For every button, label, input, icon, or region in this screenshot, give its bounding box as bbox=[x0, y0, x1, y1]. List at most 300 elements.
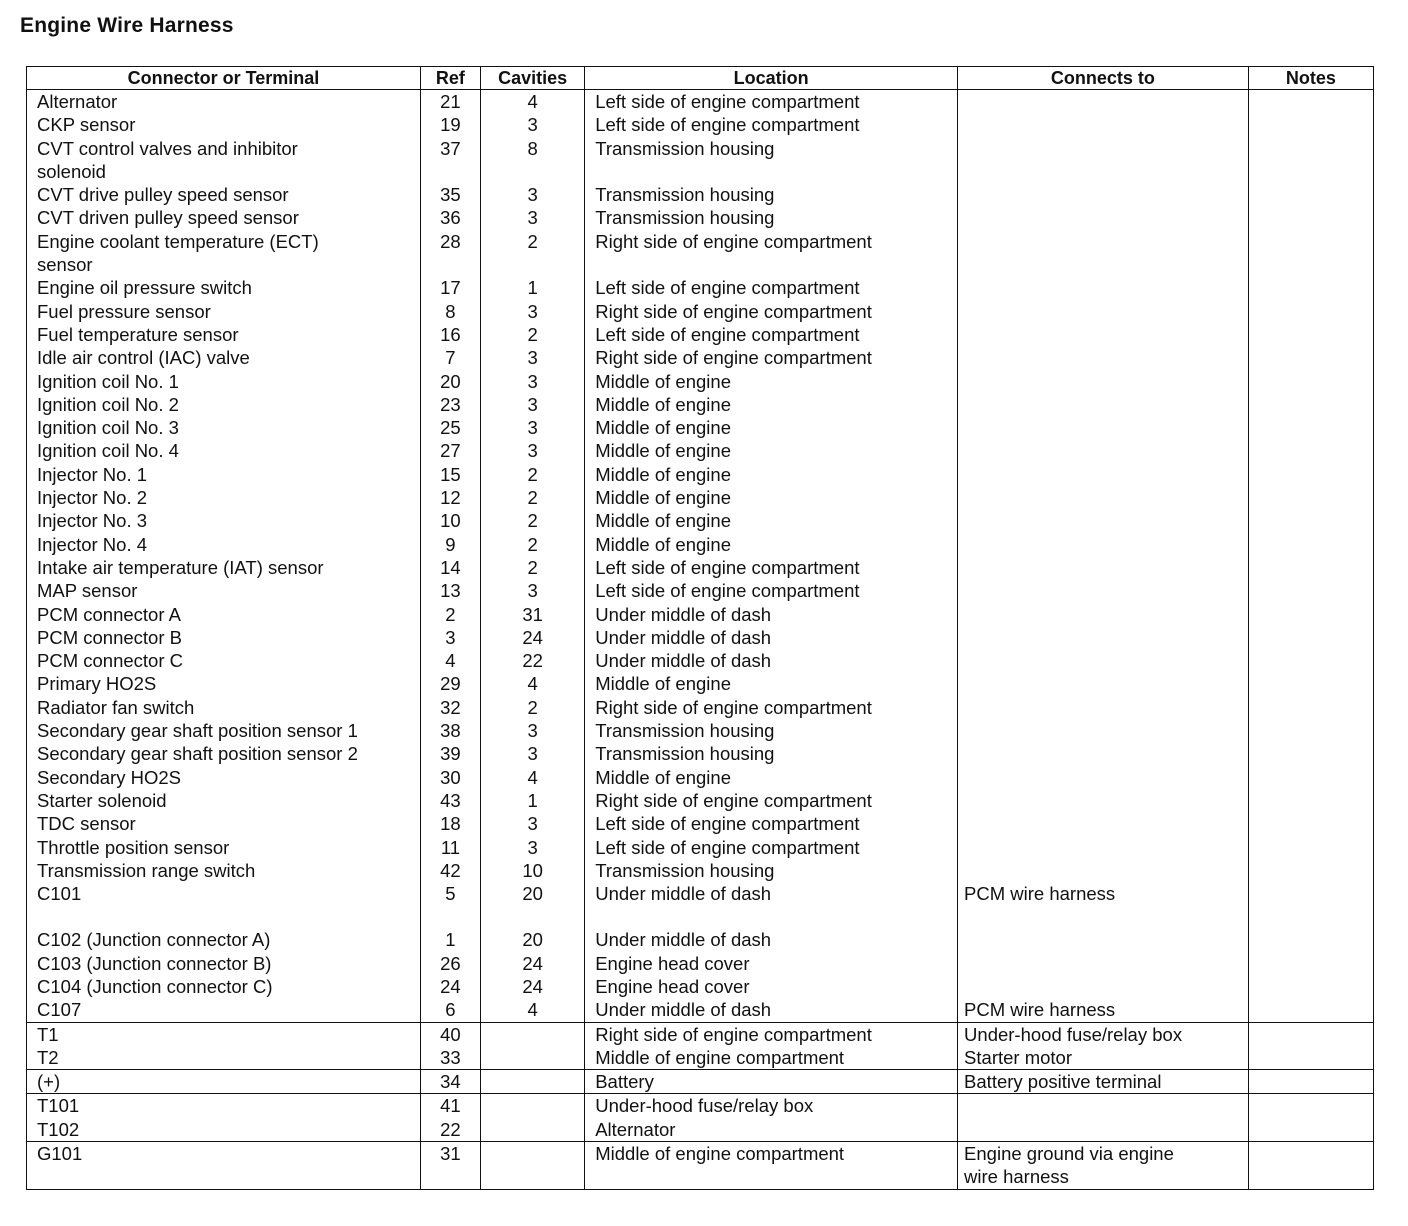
terminal-row bbox=[27, 1046, 1374, 1070]
cavities-cell: 3 bbox=[481, 346, 585, 369]
connects-to-cell: Engine ground via engine wire harness bbox=[958, 1142, 1249, 1190]
cavities-cell: 2 bbox=[481, 533, 585, 556]
ref-cell: 42 bbox=[420, 859, 480, 882]
connector-cell: Ignition coil No. 2 bbox=[27, 393, 421, 416]
table-row bbox=[27, 579, 1374, 602]
table-row bbox=[27, 742, 1374, 765]
ref-cell: 12 bbox=[420, 486, 480, 509]
table-row bbox=[27, 137, 1374, 184]
connects-to-cell: Starter motor bbox=[958, 1046, 1249, 1070]
table-row bbox=[27, 276, 1374, 299]
notes-cell bbox=[1248, 672, 1373, 695]
connector-cell: Injector No. 2 bbox=[27, 486, 421, 509]
table-row bbox=[27, 463, 1374, 486]
location-cell: Middle of engine compartment bbox=[585, 1142, 958, 1190]
connects-to-cell: PCM wire harness bbox=[958, 882, 1249, 905]
cavities-cell: 3 bbox=[481, 300, 585, 323]
location-cell: Left side of engine compartment bbox=[585, 812, 958, 835]
cavities-cell: 3 bbox=[481, 836, 585, 859]
connects-to-cell bbox=[958, 509, 1249, 532]
ref-cell: 32 bbox=[420, 696, 480, 719]
cavities-cell: 3 bbox=[481, 719, 585, 742]
location-cell: Engine head cover bbox=[585, 975, 958, 998]
connects-to-cell bbox=[958, 533, 1249, 556]
cavities-cell bbox=[481, 905, 585, 928]
table-row bbox=[27, 882, 1374, 905]
connects-to-cell bbox=[958, 439, 1249, 462]
terminal-row bbox=[27, 1094, 1374, 1118]
location-cell: Under middle of dash bbox=[585, 603, 958, 626]
ref-cell: 16 bbox=[420, 323, 480, 346]
cavities-cell: 2 bbox=[481, 486, 585, 509]
connects-to-cell bbox=[958, 370, 1249, 393]
cavities-cell: 2 bbox=[481, 230, 585, 277]
ref-cell: 31 bbox=[420, 1142, 480, 1190]
cavities-cell: 2 bbox=[481, 556, 585, 579]
location-cell: Middle of engine bbox=[585, 439, 958, 462]
connects-to-cell bbox=[958, 928, 1249, 951]
ref-cell: 24 bbox=[420, 975, 480, 998]
notes-cell bbox=[1248, 1070, 1373, 1094]
notes-cell bbox=[1248, 952, 1373, 975]
notes-cell bbox=[1248, 533, 1373, 556]
location-cell: Right side of engine compartment bbox=[585, 300, 958, 323]
connects-to-cell bbox=[958, 719, 1249, 742]
notes-cell bbox=[1248, 579, 1373, 602]
location-cell: Middle of engine bbox=[585, 463, 958, 486]
cavities-cell: 2 bbox=[481, 463, 585, 486]
connector-cell: C102 (Junction connector A) bbox=[27, 928, 421, 951]
cavities-cell: 24 bbox=[481, 626, 585, 649]
ref-cell: 1 bbox=[420, 928, 480, 951]
connects-to-cell bbox=[958, 556, 1249, 579]
location-cell: Under middle of dash bbox=[585, 998, 958, 1022]
notes-cell bbox=[1248, 276, 1373, 299]
connector-cell: CKP sensor bbox=[27, 113, 421, 136]
cavities-cell: 2 bbox=[481, 323, 585, 346]
cavities-cell: 3 bbox=[481, 416, 585, 439]
location-cell: Engine head cover bbox=[585, 952, 958, 975]
connects-to-cell bbox=[958, 183, 1249, 206]
location-cell: Right side of engine compartment bbox=[585, 696, 958, 719]
connector-cell: PCM connector C bbox=[27, 649, 421, 672]
connects-to-cell bbox=[958, 672, 1249, 695]
table-row bbox=[27, 230, 1374, 277]
connects-to-cell bbox=[958, 812, 1249, 835]
connector-cell: T1 bbox=[27, 1022, 421, 1046]
notes-cell bbox=[1248, 812, 1373, 835]
column-header-location: Location bbox=[585, 67, 958, 90]
cavities-cell bbox=[481, 1118, 585, 1142]
connector-cell: Secondary gear shaft position sensor 1 bbox=[27, 719, 421, 742]
connector-cell: Starter solenoid bbox=[27, 789, 421, 812]
notes-cell bbox=[1248, 975, 1373, 998]
connector-cell: Radiator fan switch bbox=[27, 696, 421, 719]
location-cell: Left side of engine compartment bbox=[585, 90, 958, 114]
connector-cell: MAP sensor bbox=[27, 579, 421, 602]
cavities-cell bbox=[481, 1046, 585, 1070]
connector-cell: Secondary gear shaft position sensor 2 bbox=[27, 742, 421, 765]
location-cell: Under middle of dash bbox=[585, 649, 958, 672]
notes-cell bbox=[1248, 836, 1373, 859]
location-cell: Right side of engine compartment bbox=[585, 230, 958, 277]
connector-cell: PCM connector A bbox=[27, 603, 421, 626]
connector-cell: Fuel pressure sensor bbox=[27, 300, 421, 323]
notes-cell bbox=[1248, 183, 1373, 206]
cavities-cell: 3 bbox=[481, 370, 585, 393]
ref-cell: 37 bbox=[420, 137, 480, 184]
cavities-cell bbox=[481, 1022, 585, 1046]
notes-cell bbox=[1248, 882, 1373, 905]
notes-cell bbox=[1248, 113, 1373, 136]
ref-cell: 8 bbox=[420, 300, 480, 323]
cavities-cell: 2 bbox=[481, 696, 585, 719]
ref-cell: 23 bbox=[420, 393, 480, 416]
location-cell: Middle of engine bbox=[585, 416, 958, 439]
connects-to-cell bbox=[958, 859, 1249, 882]
notes-cell bbox=[1248, 742, 1373, 765]
connectors-section bbox=[27, 90, 1374, 1023]
location-cell: Middle of engine bbox=[585, 533, 958, 556]
connector-cell: (+) bbox=[27, 1070, 421, 1094]
ref-cell: 25 bbox=[420, 416, 480, 439]
connects-to-cell bbox=[958, 1118, 1249, 1142]
connects-to-cell bbox=[958, 836, 1249, 859]
connector-cell: Ignition coil No. 1 bbox=[27, 370, 421, 393]
ref-cell: 17 bbox=[420, 276, 480, 299]
table-row bbox=[27, 905, 1374, 928]
connector-cell: Engine oil pressure switch bbox=[27, 276, 421, 299]
location-cell: Under middle of dash bbox=[585, 928, 958, 951]
location-cell: Left side of engine compartment bbox=[585, 579, 958, 602]
notes-cell bbox=[1248, 393, 1373, 416]
notes-cell bbox=[1248, 509, 1373, 532]
cavities-cell: 24 bbox=[481, 975, 585, 998]
harness-table bbox=[26, 66, 1374, 1190]
cavities-cell bbox=[481, 1094, 585, 1118]
ref-cell: 27 bbox=[420, 439, 480, 462]
cavities-cell bbox=[481, 1070, 585, 1094]
cavities-cell: 31 bbox=[481, 603, 585, 626]
notes-cell bbox=[1248, 696, 1373, 719]
table-row bbox=[27, 812, 1374, 835]
cavities-cell bbox=[481, 1142, 585, 1190]
notes-cell bbox=[1248, 556, 1373, 579]
connector-cell: Injector No. 3 bbox=[27, 509, 421, 532]
cavities-cell: 4 bbox=[481, 672, 585, 695]
connector-cell: TDC sensor bbox=[27, 812, 421, 835]
location-cell: Middle of engine bbox=[585, 393, 958, 416]
connects-to-cell bbox=[958, 463, 1249, 486]
cavities-cell: 2 bbox=[481, 509, 585, 532]
cavities-cell: 10 bbox=[481, 859, 585, 882]
column-header-notes: Notes bbox=[1248, 67, 1373, 90]
notes-cell bbox=[1248, 300, 1373, 323]
cavities-cell: 1 bbox=[481, 276, 585, 299]
connector-cell: PCM connector B bbox=[27, 626, 421, 649]
terminal-group bbox=[27, 1022, 1374, 1070]
ref-cell: 3 bbox=[420, 626, 480, 649]
notes-cell bbox=[1248, 905, 1373, 928]
cavities-cell: 1 bbox=[481, 789, 585, 812]
cavities-cell: 3 bbox=[481, 579, 585, 602]
ref-cell: 2 bbox=[420, 603, 480, 626]
table-row bbox=[27, 626, 1374, 649]
location-cell: Transmission housing bbox=[585, 859, 958, 882]
ref-cell: 30 bbox=[420, 766, 480, 789]
connects-to-cell bbox=[958, 579, 1249, 602]
table-row bbox=[27, 696, 1374, 719]
connector-cell: C107 bbox=[27, 998, 421, 1022]
table-row bbox=[27, 533, 1374, 556]
connector-cell: CVT control valves and inhibitor solenoid bbox=[27, 137, 421, 184]
notes-cell bbox=[1248, 649, 1373, 672]
notes-cell bbox=[1248, 230, 1373, 277]
cavities-cell: 3 bbox=[481, 439, 585, 462]
connects-to-cell bbox=[958, 206, 1249, 229]
table-row bbox=[27, 789, 1374, 812]
table-row bbox=[27, 649, 1374, 672]
notes-cell bbox=[1248, 1094, 1373, 1118]
ref-cell: 10 bbox=[420, 509, 480, 532]
location-cell: Middle of engine bbox=[585, 672, 958, 695]
ref-cell: 13 bbox=[420, 579, 480, 602]
cavities-cell: 3 bbox=[481, 206, 585, 229]
cavities-cell: 24 bbox=[481, 952, 585, 975]
cavities-cell: 4 bbox=[481, 998, 585, 1022]
table-row bbox=[27, 90, 1374, 114]
table-row bbox=[27, 416, 1374, 439]
notes-cell bbox=[1248, 206, 1373, 229]
location-cell: Right side of engine compartment bbox=[585, 346, 958, 369]
table-row bbox=[27, 766, 1374, 789]
connector-cell bbox=[27, 905, 421, 928]
connector-cell: C103 (Junction connector B) bbox=[27, 952, 421, 975]
column-header-ref: Ref bbox=[420, 67, 480, 90]
table-row bbox=[27, 975, 1374, 998]
ref-cell: 14 bbox=[420, 556, 480, 579]
connector-cell: Primary HO2S bbox=[27, 672, 421, 695]
cavities-cell: 22 bbox=[481, 649, 585, 672]
location-cell: Right side of engine compartment bbox=[585, 1022, 958, 1046]
ref-cell: 36 bbox=[420, 206, 480, 229]
connects-to-cell bbox=[958, 486, 1249, 509]
location-cell: Left side of engine compartment bbox=[585, 836, 958, 859]
ref-cell: 4 bbox=[420, 649, 480, 672]
table-row bbox=[27, 998, 1374, 1022]
connector-cell: C101 bbox=[27, 882, 421, 905]
connector-cell: Fuel temperature sensor bbox=[27, 323, 421, 346]
connector-cell: Throttle position sensor bbox=[27, 836, 421, 859]
location-cell bbox=[585, 905, 958, 928]
column-header-connects-to: Connects to bbox=[958, 67, 1249, 90]
ref-cell: 15 bbox=[420, 463, 480, 486]
notes-cell bbox=[1248, 486, 1373, 509]
notes-cell bbox=[1248, 137, 1373, 184]
table-row bbox=[27, 672, 1374, 695]
connects-to-cell bbox=[958, 975, 1249, 998]
location-cell: Left side of engine compartment bbox=[585, 556, 958, 579]
table-row bbox=[27, 439, 1374, 462]
table-row bbox=[27, 556, 1374, 579]
cavities-cell: 3 bbox=[481, 183, 585, 206]
cavities-cell: 20 bbox=[481, 928, 585, 951]
connects-to-cell bbox=[958, 137, 1249, 184]
terminal-group bbox=[27, 1094, 1374, 1142]
connects-to-cell bbox=[958, 346, 1249, 369]
location-cell: Left side of engine compartment bbox=[585, 276, 958, 299]
location-cell: Alternator bbox=[585, 1118, 958, 1142]
table-row bbox=[27, 300, 1374, 323]
notes-cell bbox=[1248, 859, 1373, 882]
notes-cell bbox=[1248, 998, 1373, 1022]
connector-cell: G101 bbox=[27, 1142, 421, 1190]
location-cell: Left side of engine compartment bbox=[585, 113, 958, 136]
notes-cell bbox=[1248, 719, 1373, 742]
cavities-cell: 4 bbox=[481, 90, 585, 114]
table-row bbox=[27, 323, 1374, 346]
column-header-connector: Connector or Terminal bbox=[27, 67, 421, 90]
table-row bbox=[27, 836, 1374, 859]
notes-cell bbox=[1248, 766, 1373, 789]
notes-cell bbox=[1248, 1022, 1373, 1046]
cavities-cell: 8 bbox=[481, 137, 585, 184]
terminal-row bbox=[27, 1022, 1374, 1046]
connects-to-cell bbox=[958, 300, 1249, 323]
ref-cell: 29 bbox=[420, 672, 480, 695]
ref-cell: 26 bbox=[420, 952, 480, 975]
table-row bbox=[27, 393, 1374, 416]
connector-cell: T2 bbox=[27, 1046, 421, 1070]
notes-cell bbox=[1248, 370, 1373, 393]
connects-to-cell: Battery positive terminal bbox=[958, 1070, 1249, 1094]
notes-cell bbox=[1248, 626, 1373, 649]
location-cell: Battery bbox=[585, 1070, 958, 1094]
notes-cell bbox=[1248, 1118, 1373, 1142]
column-header-cavities: Cavities bbox=[481, 67, 585, 90]
connector-cell: Intake air temperature (IAT) sensor bbox=[27, 556, 421, 579]
ref-cell: 28 bbox=[420, 230, 480, 277]
connects-to-cell bbox=[958, 649, 1249, 672]
notes-cell bbox=[1248, 789, 1373, 812]
page-title: Engine Wire Harness bbox=[20, 14, 234, 37]
table-row bbox=[27, 509, 1374, 532]
location-cell: Middle of engine bbox=[585, 370, 958, 393]
connects-to-cell bbox=[958, 696, 1249, 719]
location-cell: Transmission housing bbox=[585, 719, 958, 742]
location-cell: Middle of engine bbox=[585, 766, 958, 789]
location-cell: Under middle of dash bbox=[585, 626, 958, 649]
connector-cell: Idle air control (IAC) valve bbox=[27, 346, 421, 369]
ref-cell: 11 bbox=[420, 836, 480, 859]
ref-cell: 39 bbox=[420, 742, 480, 765]
connects-to-cell bbox=[958, 393, 1249, 416]
connects-to-cell bbox=[958, 113, 1249, 136]
connects-to-cell: Under-hood fuse/relay box bbox=[958, 1022, 1249, 1046]
table-row bbox=[27, 206, 1374, 229]
location-cell: Under-hood fuse/relay box bbox=[585, 1094, 958, 1118]
table-row bbox=[27, 370, 1374, 393]
ref-cell: 43 bbox=[420, 789, 480, 812]
location-cell: Transmission housing bbox=[585, 183, 958, 206]
terminal-row bbox=[27, 1142, 1374, 1190]
connects-to-cell: PCM wire harness bbox=[958, 998, 1249, 1022]
notes-cell bbox=[1248, 439, 1373, 462]
connector-cell: T102 bbox=[27, 1118, 421, 1142]
connects-to-cell bbox=[958, 323, 1249, 346]
ref-cell: 22 bbox=[420, 1118, 480, 1142]
notes-cell bbox=[1248, 928, 1373, 951]
notes-cell bbox=[1248, 1046, 1373, 1070]
ref-cell: 40 bbox=[420, 1022, 480, 1046]
terminal-group bbox=[27, 1070, 1374, 1094]
cavities-cell: 3 bbox=[481, 742, 585, 765]
ref-cell: 38 bbox=[420, 719, 480, 742]
notes-cell bbox=[1248, 416, 1373, 439]
ref-cell: 20 bbox=[420, 370, 480, 393]
connector-cell: Injector No. 1 bbox=[27, 463, 421, 486]
ref-cell: 21 bbox=[420, 90, 480, 114]
location-cell: Middle of engine compartment bbox=[585, 1046, 958, 1070]
terminal-group bbox=[27, 1142, 1374, 1190]
connector-cell: CVT drive pulley speed sensor bbox=[27, 183, 421, 206]
table-row bbox=[27, 346, 1374, 369]
connects-to-cell bbox=[958, 603, 1249, 626]
cavities-cell: 20 bbox=[481, 882, 585, 905]
connects-to-cell bbox=[958, 416, 1249, 439]
terminal-row bbox=[27, 1070, 1374, 1094]
connector-cell: T101 bbox=[27, 1094, 421, 1118]
connects-to-cell bbox=[958, 230, 1249, 277]
notes-cell bbox=[1248, 603, 1373, 626]
location-cell: Middle of engine bbox=[585, 486, 958, 509]
cavities-cell: 3 bbox=[481, 812, 585, 835]
ref-cell: 34 bbox=[420, 1070, 480, 1094]
location-cell: Transmission housing bbox=[585, 137, 958, 184]
location-cell: Middle of engine bbox=[585, 509, 958, 532]
connector-cell: Ignition coil No. 3 bbox=[27, 416, 421, 439]
table-row bbox=[27, 719, 1374, 742]
connector-cell: Engine coolant temperature (ECT) sensor bbox=[27, 230, 421, 277]
connects-to-cell bbox=[958, 276, 1249, 299]
table-row bbox=[27, 859, 1374, 882]
ref-cell: 33 bbox=[420, 1046, 480, 1070]
cavities-cell: 4 bbox=[481, 766, 585, 789]
location-cell: Transmission housing bbox=[585, 742, 958, 765]
connector-cell: Transmission range switch bbox=[27, 859, 421, 882]
terminal-row bbox=[27, 1118, 1374, 1142]
cavities-cell: 3 bbox=[481, 113, 585, 136]
table-row bbox=[27, 113, 1374, 136]
ref-cell bbox=[420, 905, 480, 928]
location-cell: Transmission housing bbox=[585, 206, 958, 229]
cavities-cell: 3 bbox=[481, 393, 585, 416]
connector-cell: C104 (Junction connector C) bbox=[27, 975, 421, 998]
table-row bbox=[27, 486, 1374, 509]
ref-cell: 35 bbox=[420, 183, 480, 206]
table-row bbox=[27, 603, 1374, 626]
location-cell: Left side of engine compartment bbox=[585, 323, 958, 346]
notes-cell bbox=[1248, 1142, 1373, 1190]
connects-to-cell bbox=[958, 90, 1249, 114]
connects-to-cell bbox=[958, 766, 1249, 789]
connects-to-cell bbox=[958, 905, 1249, 928]
connects-to-cell bbox=[958, 742, 1249, 765]
connector-cell: Injector No. 4 bbox=[27, 533, 421, 556]
table-row bbox=[27, 183, 1374, 206]
ref-cell: 6 bbox=[420, 998, 480, 1022]
connector-cell: CVT driven pulley speed sensor bbox=[27, 206, 421, 229]
